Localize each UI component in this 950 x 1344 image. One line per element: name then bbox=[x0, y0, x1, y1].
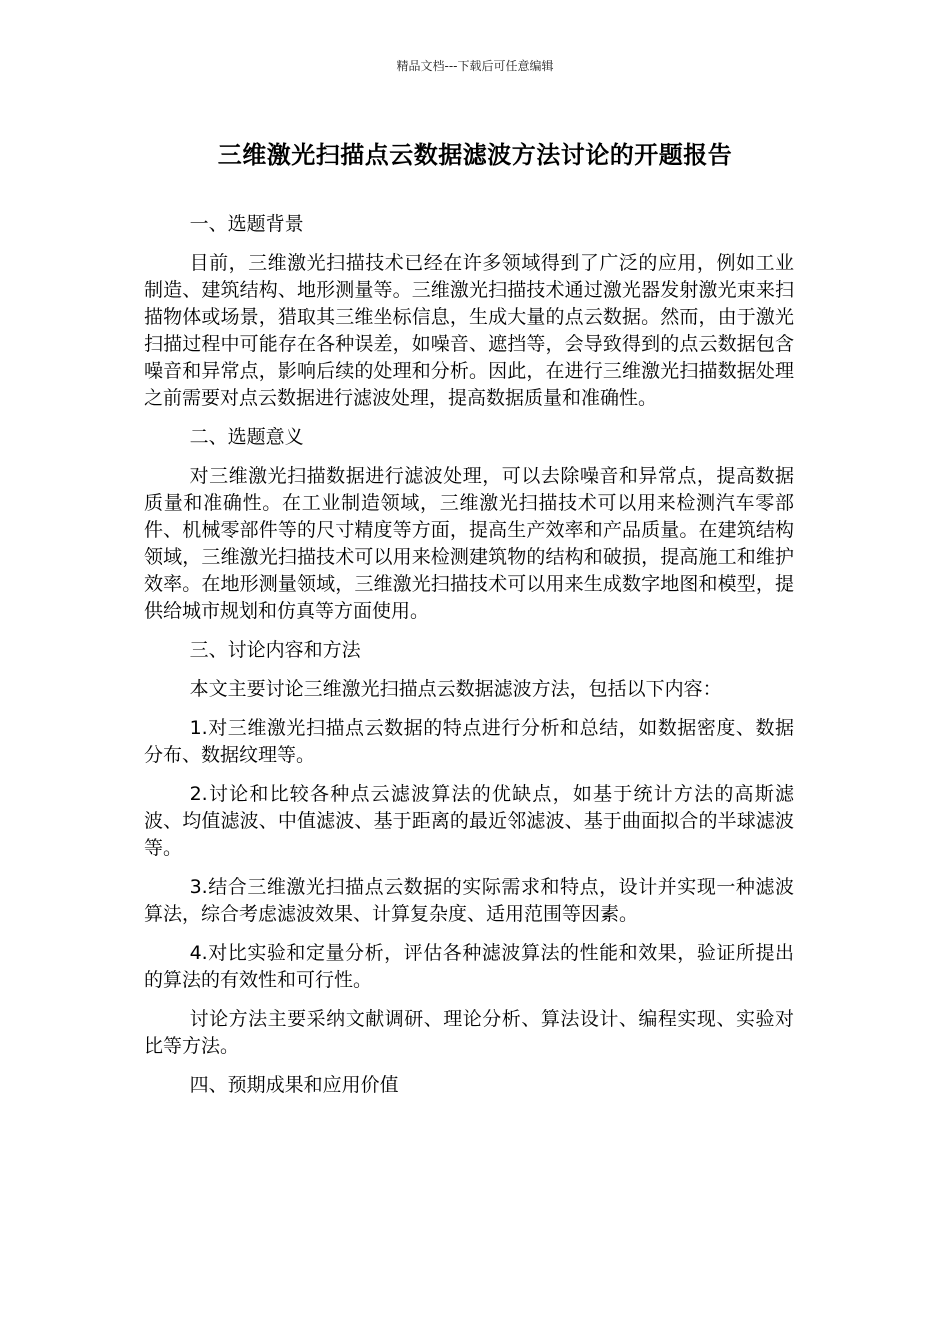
content-item-2: 2.讨论和比较各种点云滤波算法的优缺点，如基于统计方法的高斯滤波、均值滤波、中值滤波、基于距离的最近邻滤波、基于曲面拟合的半球滤波等。 bbox=[144, 783, 794, 859]
content-item-4: 4.对比实验和定量分析，评估各种滤波算法的性能和效果，验证所提出的算法的有效性和可行性。 bbox=[144, 942, 794, 991]
header-note: 精品文档---下载后可任意编辑 bbox=[396, 59, 554, 73]
section-heading-content-methods: 三、讨论内容和方法 bbox=[189, 639, 361, 661]
document-body bbox=[144, 211, 794, 1111]
section-heading-expected-results: 四、预期成果和应用价值 bbox=[189, 1074, 399, 1096]
content-item-1: 1.对三维激光扫描点云数据的特点进行分析和总结，如数据密度、数据分布、数据纹理等。 bbox=[144, 717, 794, 766]
content-intro-paragraph: 本文主要讨论三维激光扫描点云数据滤波方法，包括以下内容： bbox=[189, 678, 722, 700]
significance-paragraph: 对三维激光扫描数据进行滤波处理，可以去除噪音和异常点，提高数据质量和准确性。在工业制造领域，三维激光扫描技术可以用来检测汽车零部件、机械零部件等的尺寸精度等方面，提高生产效率和产品质量。在建筑结构领域，三维激光扫描技术可以用来检测建筑物的结构和破损，提高施工和维护效率。在地形测量领域，三维激光扫描技术可以用来生成数字地图和模型，提供给城市规划和仿真等方面使用。 bbox=[144, 465, 794, 622]
document-title: 三维激光扫描点云数据滤波方法讨论的开题报告 bbox=[217, 141, 733, 169]
content-item-3: 3.结合三维激光扫描点云数据的实际需求和特点，设计并实现一种滤波算法，综合考虑滤波效果、计算复杂度、适用范围等因素。 bbox=[144, 876, 794, 925]
section-heading-significance: 二、选题意义 bbox=[189, 426, 304, 448]
section-heading-background: 一、选题背景 bbox=[189, 213, 304, 235]
background-paragraph: 目前，三维激光扫描技术已经在许多领域得到了广泛的应用，例如工业制造、建筑结构、地形测量等。三维激光扫描技术通过激光器发射激光束来扫描物体或场景，猎取其三维坐标信息，生成大量的点云数据。然而，由于激光扫描过程中可能存在各种误差，如噪音、遮挡等，会导致得到的点云数据包含噪音和异常点，影响后续的处理和分析。因此，在进行三维激光扫描数据处理之前需要对点云数据进行滤波处理，提高数据质量和准确性。 bbox=[144, 252, 794, 409]
methods-paragraph: 讨论方法主要采纳文献调研、理论分析、算法设计、编程实现、实验对比等方法。 bbox=[144, 1008, 794, 1057]
